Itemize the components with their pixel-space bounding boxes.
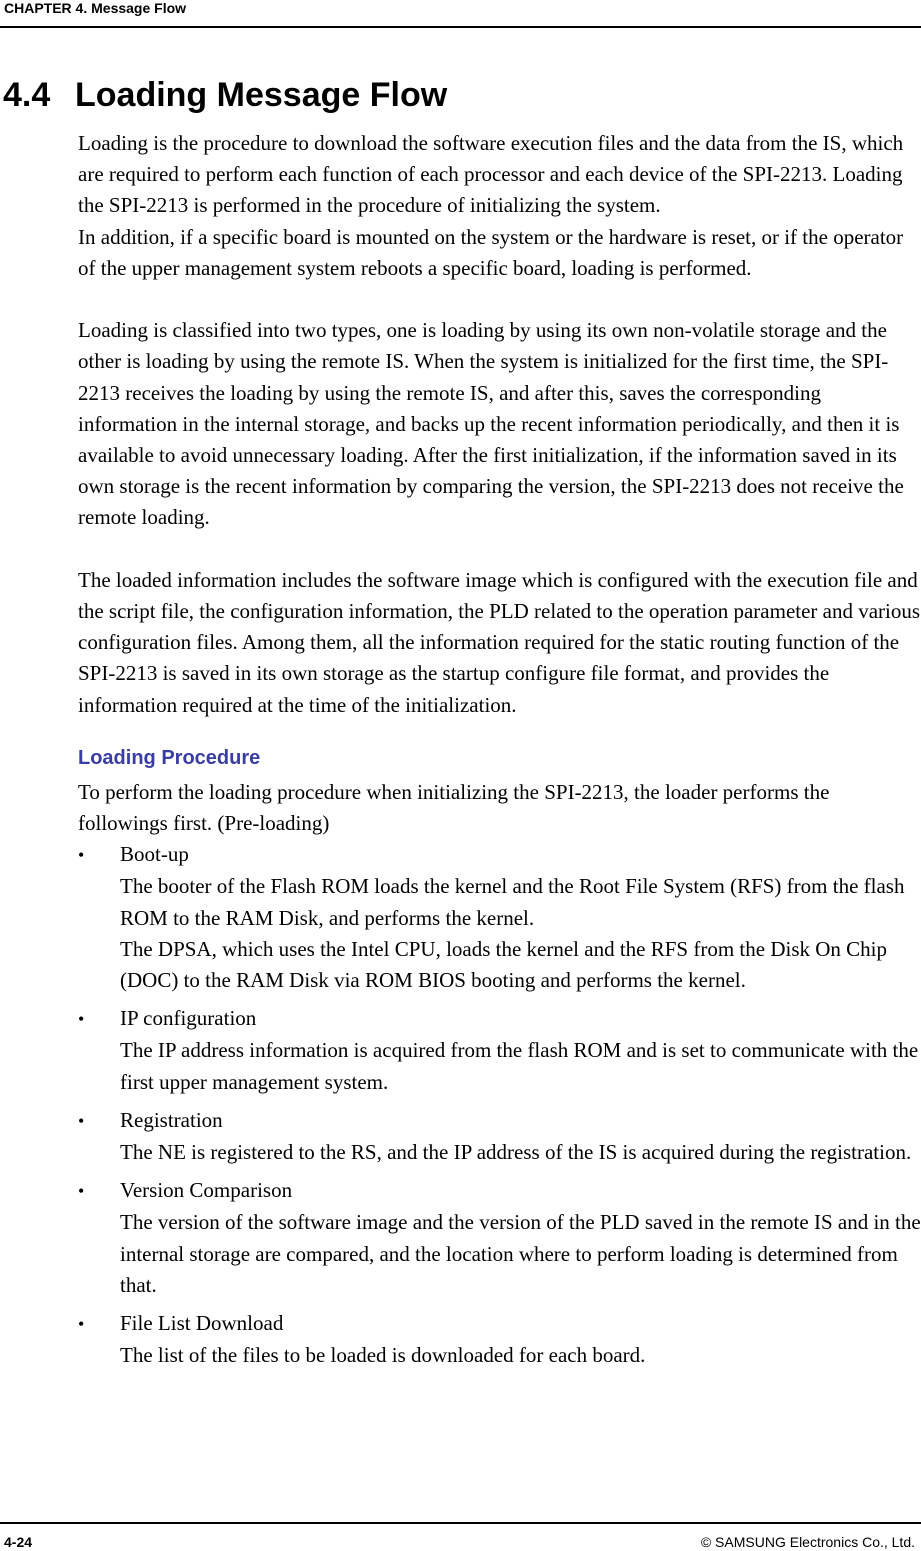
list-item-line: The version of the software image and the version of the PLD saved in the remote IS and in the internal storage are compared, and the location where to perform loading is determined from that. — [120, 1210, 921, 1297]
list-item-body — [78, 1137, 921, 1168]
page-number: 4-24 — [4, 1534, 33, 1550]
paragraph-spacer — [78, 721, 921, 744]
paragraph-spacer — [78, 534, 921, 565]
bullet-icon: • — [78, 1314, 85, 1335]
list-item-line: The list of the files to be loaded is downloaded for each board. — [120, 1343, 646, 1368]
bullet-icon: • — [78, 1181, 85, 1202]
list-item-title: Version Comparison — [120, 1178, 293, 1203]
list-item-body — [78, 871, 921, 996]
body-paragraph: The loaded information includes the software image which is configured with the execution file and the script file, the configuration information, the PLD related to the operation parameter and various configuration files. Among them, all the information required for the static routing function of the SPI-2213 is saved in its own storage as the startup configure file format, and provides the information required at the time of the initialization. — [78, 567, 921, 717]
list-item-title: File List Download — [120, 1311, 284, 1336]
footer-divider — [0, 1522, 921, 1524]
list-item-line: The booter of the Flash ROM loads the kernel and the Root File System (RFS) from the flash ROM to the RAM Disk, and performs the kernel. — [120, 874, 905, 930]
list-item-body — [78, 1340, 921, 1371]
subsection-heading: Loading Procedure — [78, 746, 261, 769]
subsection-intro: To perform the loading procedure when initializing the SPI-2213, the loader performs the followings first. (Pre-loading) — [78, 779, 830, 836]
section-number: 4.4 — [3, 76, 51, 114]
section-title — [3, 73, 447, 117]
list-item-title: Boot-up — [120, 842, 189, 867]
chapter-header: CHAPTER 4. Message Flow — [4, 0, 187, 16]
section-body — [78, 128, 921, 1378]
list-item — [78, 1003, 921, 1098]
list-item-body — [78, 1035, 921, 1097]
list-item-line: The IP address information is acquired from the flash ROM and is set to communicate with the first upper management system. — [120, 1038, 919, 1094]
list-item-title: Registration — [120, 1107, 223, 1132]
list-item-body — [78, 1207, 921, 1301]
list-item — [78, 1308, 921, 1371]
body-paragraph: Loading is the procedure to download the software execution files and the data from the IS, which are required to perform each function of each processor and each device of the SPI-2213. Loading the SPI-2213 is performed in the procedure of initializing the system. — [78, 131, 904, 218]
list-item — [78, 1175, 921, 1301]
list-item-line: The NE is registered to the RS, and the IP address of the IS is acquired during the registration. — [120, 1140, 912, 1165]
bullet-icon: • — [78, 1009, 85, 1030]
list-item — [78, 839, 921, 996]
list-item — [78, 1105, 921, 1168]
loading-steps-list — [78, 839, 921, 1371]
bullet-icon: • — [78, 845, 85, 866]
paragraph-spacer — [78, 284, 921, 315]
body-paragraph: In addition, if a specific board is mounted on the system or the hardware is reset, or if the operator of the upper management system reboots a specific board, loading is performed. — [78, 224, 904, 280]
section-title-text: Loading Message Flow — [75, 76, 448, 114]
bullet-icon: • — [78, 1110, 85, 1131]
copyright-notice: © SAMSUNG Electronics Co., Ltd. — [700, 1534, 915, 1550]
body-paragraph: Loading is classified into two types, one is loading by using its own non-volatile storage and the other is loading by using the remote IS. When the system is initialized for the first time, the SPI-2213 receives the loading by using the remote IS, and after this, saves the corresponding information in the internal storage, and backs up the recent information periodically, and then it is available to avoid unnecessary loading. After the first initialization, if the information saved in its own storage is the recent information by comparing the version, the SPI-2213 does not receive the remote loading. — [78, 318, 904, 530]
header-divider — [0, 26, 921, 28]
list-item-line: The DPSA, which uses the Intel CPU, loads the kernel and the RFS from the Disk On Chip (DOC) to the RAM Disk via ROM BIOS booting and performs the kernel. — [120, 936, 888, 993]
list-item-title: IP configuration — [120, 1006, 257, 1031]
